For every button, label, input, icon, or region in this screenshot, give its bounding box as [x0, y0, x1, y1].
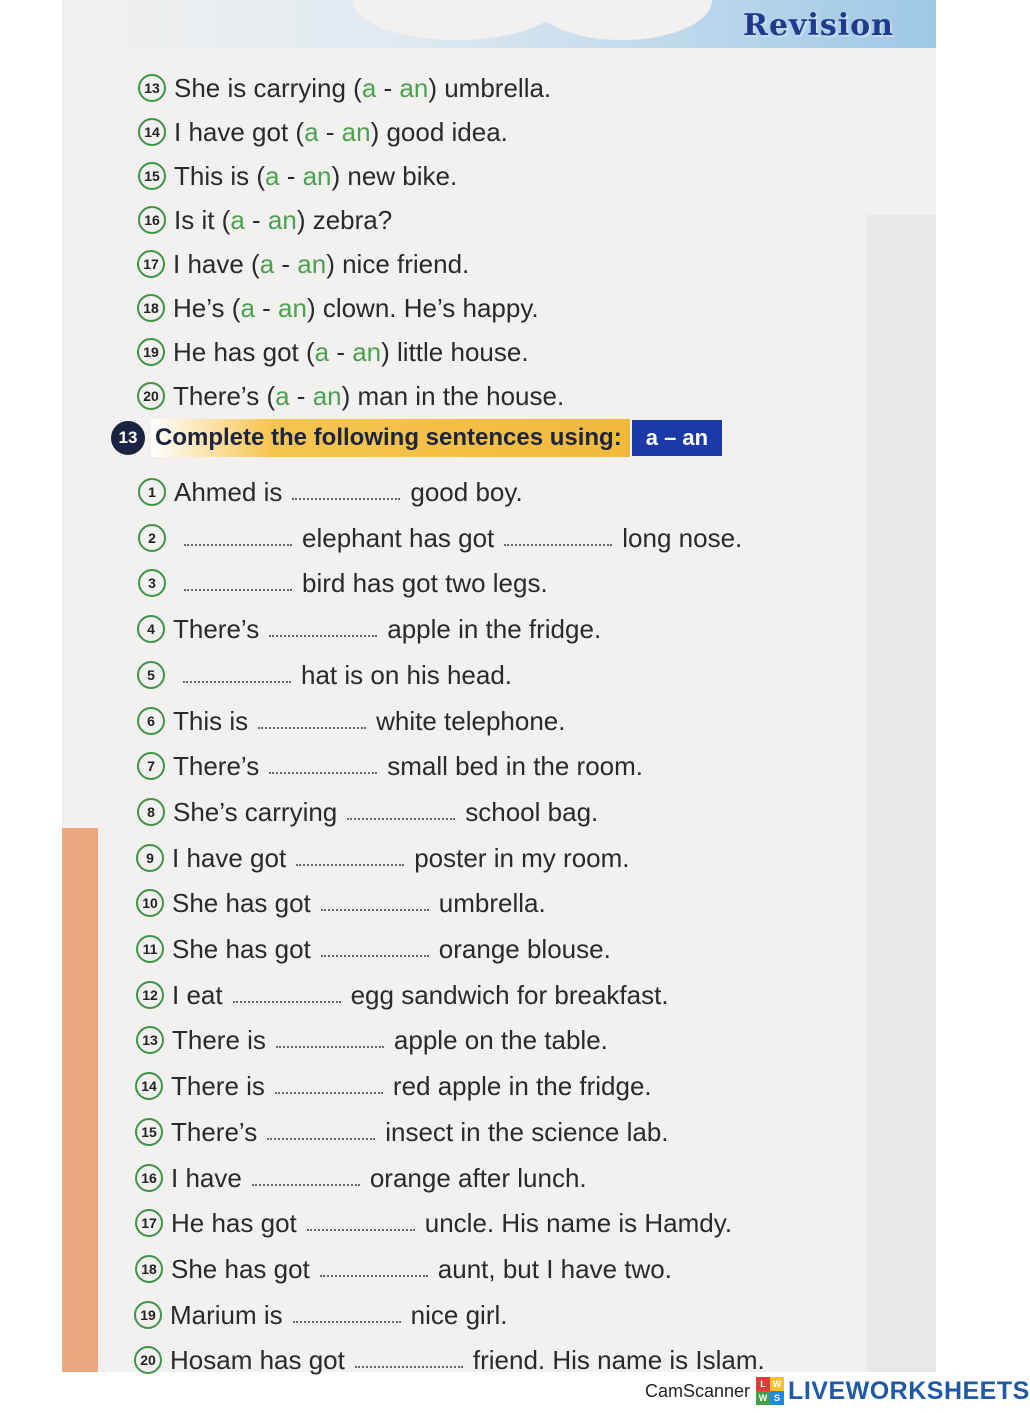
- sentence-b-2: [138, 518, 742, 558]
- question-number: 18: [135, 1255, 163, 1283]
- question-number: 11: [136, 935, 164, 963]
- answer-blank[interactable]: [275, 1091, 383, 1094]
- question-number: 15: [138, 162, 166, 190]
- answer-blank[interactable]: [184, 588, 292, 591]
- option-separator: -: [376, 72, 400, 103]
- sentence-b-14: [135, 1066, 652, 1106]
- sentence-start: She’s carrying: [173, 796, 338, 827]
- answer-blank[interactable]: [293, 1320, 401, 1323]
- answer-blank[interactable]: [355, 1365, 463, 1368]
- sentence-a-17: [137, 244, 469, 284]
- answer-blank[interactable]: [258, 726, 366, 729]
- option-separator: -: [274, 248, 298, 279]
- sentence-a-19: [137, 332, 529, 372]
- sentence-start: There’s: [171, 1116, 258, 1147]
- sentence-middle: small bed in the room.: [387, 750, 644, 781]
- question-number: 1: [138, 478, 166, 506]
- option-separator: -: [244, 204, 268, 235]
- sentence-b-8: [137, 792, 598, 832]
- liveworksheets-logo-icon: L W W S: [756, 1377, 784, 1405]
- sentence-start: He has got (: [173, 336, 315, 367]
- sentence-middle: white telephone.: [376, 705, 566, 736]
- option-a[interactable]: a: [265, 160, 280, 191]
- sentence-middle: egg sandwich for breakfast.: [350, 979, 669, 1010]
- question-number: 17: [137, 250, 165, 278]
- sentence-middle: school bag.: [465, 796, 599, 827]
- option-an[interactable]: an: [399, 72, 429, 103]
- exercise-title: Complete the following sentences using:: [151, 419, 630, 457]
- answer-blank[interactable]: [307, 1228, 415, 1231]
- sentence-middle: poster in my room.: [414, 842, 630, 873]
- question-number: 14: [135, 1072, 163, 1100]
- option-separator: -: [289, 380, 313, 411]
- sentence-start: I eat: [172, 979, 223, 1010]
- sentence-b-3: [138, 563, 548, 603]
- sentence-start: Marium is: [170, 1299, 283, 1330]
- sentence-start: She has got: [172, 887, 311, 918]
- answer-blank[interactable]: [233, 1000, 341, 1003]
- sentence-b-11: [136, 929, 611, 969]
- sentence-middle: uncle. His name is Hamdy.: [424, 1207, 733, 1238]
- sentence-b-4: [137, 609, 601, 649]
- sentence-b-17: [135, 1203, 732, 1243]
- exercise-banner: [111, 418, 722, 458]
- sentence-start: I have got: [172, 842, 287, 873]
- sentence-start: There is: [171, 1070, 265, 1101]
- sentence-b-19: [134, 1295, 508, 1335]
- question-number: 6: [137, 707, 165, 735]
- option-a[interactable]: a: [275, 380, 290, 411]
- question-number: 15: [135, 1118, 163, 1146]
- sentence-start: There’s (: [173, 380, 276, 411]
- sentence-b-7: [137, 746, 643, 786]
- sentence-a-15: [138, 156, 457, 196]
- question-number: 7: [137, 752, 165, 780]
- sentence-middle: nice girl.: [410, 1299, 508, 1330]
- answer-blank[interactable]: [321, 954, 429, 957]
- option-a[interactable]: a: [230, 204, 245, 235]
- sentence-middle: elephant has got: [302, 522, 495, 553]
- sentence-b-1: [138, 472, 523, 512]
- sentence-end: ) clown. He’s happy.: [306, 292, 539, 323]
- sentence-start: She has got: [171, 1253, 310, 1284]
- question-number: 12: [136, 981, 164, 1009]
- sentence-b-12: [136, 975, 669, 1015]
- brand-name: LIVEWORKSHEETS: [788, 1376, 1030, 1405]
- sentence-start: There is: [172, 1024, 266, 1055]
- sentence-end: ) zebra?: [296, 204, 393, 235]
- sentence-b-18: [135, 1249, 672, 1289]
- sentence-end: ) little house.: [381, 336, 529, 367]
- sentence-middle: aunt, but I have two.: [437, 1253, 672, 1284]
- sentence-end: long nose.: [622, 522, 743, 553]
- sentence-start: Ahmed is: [174, 476, 283, 507]
- sentence-a-16: [138, 200, 392, 240]
- answer-blank[interactable]: [321, 908, 429, 911]
- question-number: 4: [137, 615, 165, 643]
- sentence-end: ) good idea.: [370, 116, 508, 147]
- option-a[interactable]: a: [259, 248, 275, 279]
- question-number: 19: [137, 338, 165, 366]
- sentence-end: ) umbrella.: [428, 72, 552, 103]
- sentence-middle: orange blouse.: [438, 933, 611, 964]
- sentence-end: ) man in the house.: [341, 380, 565, 411]
- answer-blank[interactable]: [269, 634, 377, 637]
- sentence-start: She has got: [172, 933, 311, 964]
- exercise-number: 13: [111, 421, 145, 455]
- sentence-middle: umbrella.: [438, 887, 546, 918]
- answer-blank[interactable]: [252, 1183, 360, 1186]
- exercise-words: a – an: [632, 420, 722, 456]
- question-number: 18: [137, 294, 165, 322]
- sentence-b-5: [137, 655, 512, 695]
- answer-blank[interactable]: [504, 543, 612, 546]
- scanner-label: CamScanner: [645, 1380, 751, 1401]
- sentence-middle: hat is on his head.: [301, 659, 513, 690]
- question-number: 14: [138, 118, 166, 146]
- answer-blank[interactable]: [276, 1045, 384, 1048]
- sentence-middle: insect in the science lab.: [385, 1116, 669, 1147]
- sentence-start: I have (: [173, 248, 260, 279]
- sentence-middle: apple on the table.: [393, 1024, 608, 1055]
- option-separator: -: [318, 116, 342, 147]
- option-a[interactable]: a: [304, 116, 319, 147]
- sentence-b-15: [135, 1112, 669, 1152]
- question-number: 20: [134, 1346, 162, 1374]
- option-a[interactable]: a: [314, 336, 330, 367]
- sentence-a-18: [137, 288, 539, 328]
- sentence-start: Is it (: [174, 204, 231, 235]
- option-separator: -: [279, 160, 303, 191]
- sentence-middle: apple in the fridge.: [387, 613, 602, 644]
- option-an[interactable]: an: [297, 248, 327, 279]
- sentence-middle: good boy.: [410, 476, 523, 507]
- sentence-start: He has got: [171, 1207, 297, 1238]
- side-panel: [867, 215, 936, 1372]
- sentence-a-14: [138, 112, 508, 152]
- sentence-start: I have: [171, 1162, 242, 1193]
- option-an[interactable]: an: [352, 336, 382, 367]
- answer-blank[interactable]: [320, 1274, 428, 1277]
- option-separator: -: [254, 292, 279, 323]
- page-title: Revision: [743, 8, 894, 43]
- sentence-b-13: [136, 1020, 608, 1060]
- answer-blank[interactable]: [292, 497, 400, 500]
- question-number: 16: [138, 206, 166, 234]
- answer-blank[interactable]: [296, 863, 404, 866]
- question-number: 13: [136, 1026, 164, 1054]
- question-number: 10: [136, 889, 164, 917]
- question-number: 17: [135, 1209, 163, 1237]
- answer-blank[interactable]: [184, 543, 292, 546]
- question-number: 13: [138, 74, 166, 102]
- answer-blank[interactable]: [269, 771, 377, 774]
- sentence-middle: friend. His name is Islam.: [472, 1344, 765, 1375]
- question-number: 8: [137, 798, 165, 826]
- sentence-a-20: [137, 376, 564, 416]
- option-an[interactable]: an: [267, 204, 297, 235]
- sentence-a-13: [138, 68, 551, 108]
- answer-blank[interactable]: [183, 680, 291, 683]
- sentence-start: There’s: [173, 613, 260, 644]
- sentence-middle: orange after lunch.: [369, 1162, 587, 1193]
- sentence-end: ) nice friend.: [326, 248, 470, 279]
- sentence-end: ) new bike.: [331, 160, 458, 191]
- sentence-middle: bird has got two legs.: [302, 567, 548, 598]
- answer-blank[interactable]: [347, 817, 455, 820]
- question-number: 3: [138, 569, 166, 597]
- sentence-b-10: [136, 883, 546, 923]
- sentence-start: Hosam has got: [170, 1344, 345, 1375]
- option-an[interactable]: an: [341, 116, 371, 147]
- footer: [645, 1376, 1030, 1406]
- option-an[interactable]: an: [278, 292, 307, 323]
- sentence-start: There’s: [173, 750, 260, 781]
- question-number: 16: [135, 1164, 163, 1192]
- sentence-start: She is carrying (: [174, 72, 362, 103]
- sentence-b-6: [137, 701, 566, 741]
- sentence-start: This is (: [174, 160, 265, 191]
- question-number: 5: [137, 661, 165, 689]
- sentence-middle: red apple in the fridge.: [392, 1070, 652, 1101]
- question-number: 19: [134, 1301, 162, 1329]
- option-a[interactable]: a: [240, 292, 255, 323]
- sentence-start: He’s (: [173, 292, 241, 323]
- option-separator: -: [329, 336, 353, 367]
- answer-blank[interactable]: [267, 1137, 375, 1140]
- side-strip: [62, 828, 98, 1372]
- sentence-start: I have got (: [174, 116, 305, 147]
- sentence-start: This is: [173, 705, 249, 736]
- option-a[interactable]: a: [361, 72, 377, 103]
- question-number: 9: [136, 844, 164, 872]
- question-number: 20: [137, 382, 165, 410]
- question-number: 2: [138, 524, 166, 552]
- sentence-b-9: [136, 838, 630, 878]
- option-an[interactable]: an: [312, 380, 342, 411]
- sentence-b-20: [134, 1340, 765, 1380]
- sentence-b-16: [135, 1158, 587, 1198]
- option-an[interactable]: an: [302, 160, 332, 191]
